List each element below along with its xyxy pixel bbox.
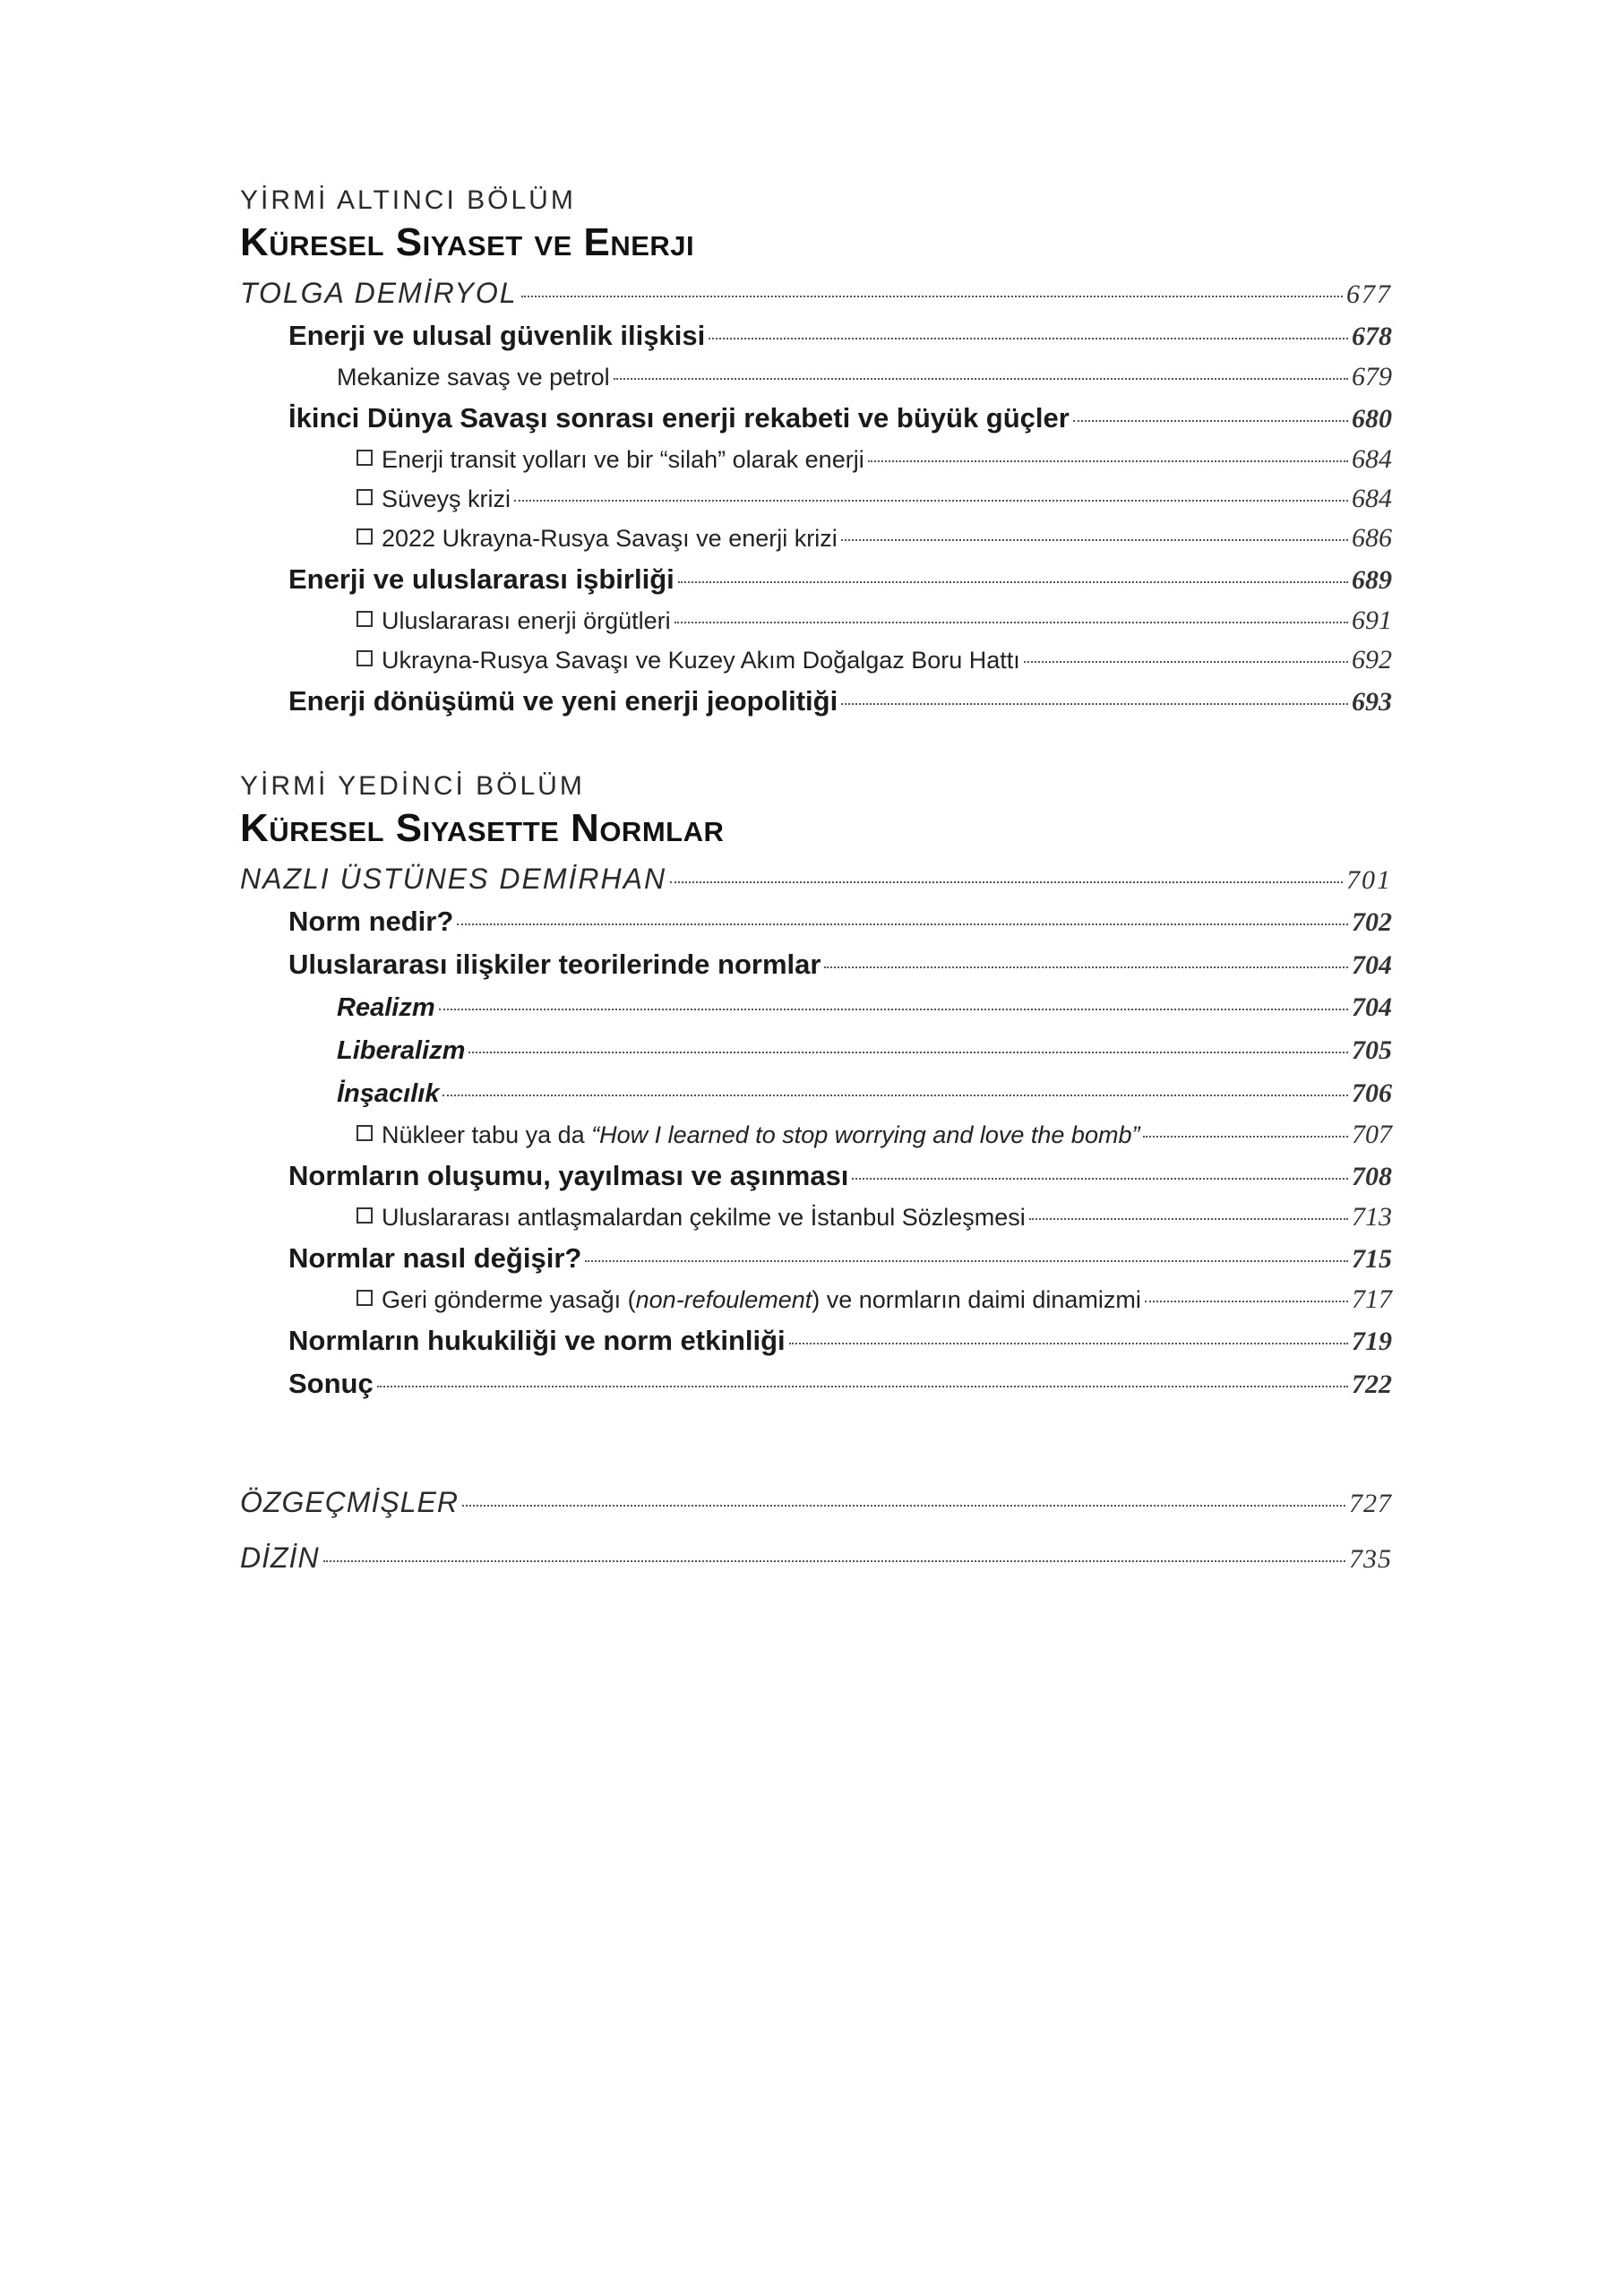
page-number: 727 (1349, 1489, 1392, 1518)
page-number: 704 (1352, 992, 1392, 1022)
dot-leader (1143, 1136, 1348, 1138)
toc-box-entry[interactable] (240, 440, 1392, 479)
dot-leader (468, 1052, 1348, 1053)
section-title: Normların hukukiliği ve norm etkinliği (288, 1325, 786, 1356)
toc-box-entry[interactable] (240, 1198, 1392, 1237)
dot-leader (678, 581, 1348, 583)
dot-leader (709, 338, 1348, 339)
box-bullet-icon (357, 1207, 373, 1224)
page-number: 689 (1352, 565, 1392, 595)
toc-subsection-entry[interactable] (240, 357, 1392, 397)
page-number: 691 (1352, 605, 1392, 635)
dot-leader (1029, 1218, 1348, 1220)
page-number: 719 (1352, 1327, 1392, 1356)
page-number: 705 (1352, 1035, 1392, 1065)
box-entry-title-emphasis: non-refoulement (635, 1286, 812, 1313)
dot-leader (377, 1386, 1348, 1387)
box-bullet-icon (357, 611, 373, 627)
dot-leader (852, 1178, 1348, 1180)
section-title: Normların oluşumu, yayılması ve aşınması (288, 1160, 849, 1191)
toc-box-entry[interactable] (240, 1280, 1392, 1319)
section-title: Norm nedir? (288, 906, 454, 937)
part-label: YİRMİ ALTINCI BÖLÜM (240, 185, 576, 215)
toc-box-entry[interactable] (240, 601, 1392, 640)
subsection-title: İnşacılık (337, 1079, 440, 1108)
box-entry-title: Süveyş krizi (382, 485, 511, 512)
toc-section-entry[interactable] (240, 1362, 1392, 1405)
box-entry-title: 2022 Ukrayna-Rusya Savaşı ve enerji krizi (382, 525, 838, 552)
dot-leader (514, 500, 1348, 502)
page-number: 678 (1352, 322, 1392, 351)
toc-section-entry[interactable] (240, 397, 1392, 440)
dot-leader (443, 1095, 1348, 1096)
part-label: YİRMİ YEDİNCİ BÖLÜM (240, 771, 585, 801)
page-number: 708 (1352, 1162, 1392, 1191)
page-number: 702 (1352, 907, 1392, 937)
dot-leader (841, 703, 1348, 705)
backmatter-title: ÖZGEÇMİŞLER (240, 1486, 459, 1518)
toc-section-entry[interactable] (240, 1155, 1392, 1198)
toc-author-entry[interactable] (240, 859, 1392, 900)
box-bullet-icon (357, 650, 373, 666)
dot-leader (614, 378, 1348, 380)
box-bullet-icon (357, 450, 373, 466)
dot-leader (789, 1343, 1348, 1344)
toc-author-entry[interactable] (240, 273, 1392, 314)
author-name: TOLGA DEMİRYOL (240, 277, 518, 309)
section-spacer (240, 723, 1392, 769)
box-entry-title-prefix: Nükleer tabu ya da (382, 1121, 592, 1148)
toc-section-entry[interactable] (240, 943, 1392, 986)
table-of-contents (240, 184, 1392, 1586)
box-entry-title: Uluslararası enerji örgütleri (382, 607, 671, 634)
backmatter-title: DİZİN (240, 1542, 320, 1574)
dot-leader (670, 881, 1343, 883)
toc-section-entry[interactable] (240, 1319, 1392, 1362)
page-number: 679 (1352, 362, 1392, 391)
page-number: 717 (1352, 1284, 1392, 1314)
page-number: 735 (1349, 1544, 1392, 1574)
toc-box-entry[interactable] (240, 1115, 1392, 1155)
dot-leader (1024, 661, 1348, 663)
box-bullet-icon (357, 489, 373, 505)
box-entry-title-emphasis: “How I learned to stop worrying and love the bomb” (591, 1121, 1140, 1148)
toc-box-entry[interactable] (240, 640, 1392, 680)
part-title: Küresel Siyasette Normlar (240, 806, 725, 850)
page-number: 713 (1352, 1202, 1392, 1232)
toc-backmatter-entry[interactable] (240, 1475, 1392, 1531)
section-title: Uluslararası ilişkiler teorilerinde normlar (288, 949, 821, 980)
box-entry-title-suffix: ) ve normların daimi dinamizmi (812, 1286, 1141, 1313)
page-number: 692 (1352, 645, 1392, 674)
page-number: 706 (1352, 1078, 1392, 1108)
page-number: 707 (1352, 1120, 1392, 1149)
dot-leader (439, 1009, 1348, 1010)
dot-leader (824, 966, 1348, 968)
dot-leader (457, 923, 1348, 925)
dot-leader (521, 296, 1343, 297)
section-title: Normlar nasıl değişir? (288, 1242, 582, 1274)
toc-section-entry[interactable] (240, 680, 1392, 723)
section-title: Sonuç (288, 1368, 374, 1399)
box-bullet-icon (357, 1290, 373, 1306)
section-spacer (240, 1405, 1392, 1475)
toc-section-entry[interactable] (240, 1237, 1392, 1280)
dot-leader (1145, 1301, 1348, 1302)
box-entry-title: Uluslararası antlaşmalardan çekilme ve İstanbul Sözleşmesi (382, 1204, 1026, 1231)
subsection-title: Realizm (337, 993, 435, 1022)
subsection-title: Mekanize savaş ve petrol (337, 364, 610, 391)
page-number: 704 (1352, 950, 1392, 980)
box-entry-title: Enerji transit yolları ve bir “silah” olarak enerji (382, 446, 864, 473)
author-name: NAZLI ÜSTÜNES DEMİRHAN (240, 863, 667, 895)
page-number: 684 (1352, 484, 1392, 513)
dot-leader (868, 460, 1348, 462)
dot-leader (675, 622, 1348, 623)
toc-section-entry[interactable] (240, 900, 1392, 943)
part-title: Küresel Siyaset ve Enerji (240, 220, 695, 264)
page-number: 715 (1352, 1244, 1392, 1274)
box-bullet-icon (357, 1125, 373, 1141)
toc-section-entry[interactable] (240, 314, 1392, 357)
box-entry-title-prefix: Geri gönderme yasağı ( (382, 1286, 636, 1313)
page-number: 686 (1352, 523, 1392, 553)
toc-box-entry[interactable] (240, 519, 1392, 558)
dot-leader (841, 539, 1348, 541)
box-bullet-icon (357, 528, 373, 545)
section-title: Enerji ve ulusal güvenlik ilişkisi (288, 320, 706, 351)
toc-subsection-entry[interactable] (240, 986, 1392, 1029)
dot-leader (1073, 420, 1348, 422)
page-number: 684 (1352, 444, 1392, 474)
page-number: 693 (1352, 687, 1392, 717)
page-number: 701 (1346, 865, 1392, 895)
section-title: Enerji ve uluslararası işbirliği (288, 563, 675, 595)
page-number: 680 (1352, 404, 1392, 434)
subsection-title: Liberalizm (337, 1036, 466, 1065)
page-number: 677 (1346, 279, 1392, 309)
toc-backmatter-entry[interactable] (240, 1531, 1392, 1586)
dot-leader (585, 1260, 1348, 1262)
section-title: İkinci Dünya Savaşı sonrası enerji rekabeti ve büyük güçler (288, 402, 1070, 434)
toc-subsection-entry[interactable] (240, 1072, 1392, 1115)
toc-section-entry[interactable] (240, 558, 1392, 601)
dot-leader (323, 1560, 1345, 1562)
box-entry-title: Ukrayna-Rusya Savaşı ve Kuzey Akım Doğalgaz Boru Hattı (382, 647, 1020, 674)
section-title: Enerji dönüşümü ve yeni enerji jeopolitiği (288, 685, 838, 717)
toc-box-entry[interactable] (240, 479, 1392, 519)
toc-subsection-entry[interactable] (240, 1029, 1392, 1072)
page-number: 722 (1352, 1370, 1392, 1399)
dot-leader (462, 1505, 1345, 1507)
